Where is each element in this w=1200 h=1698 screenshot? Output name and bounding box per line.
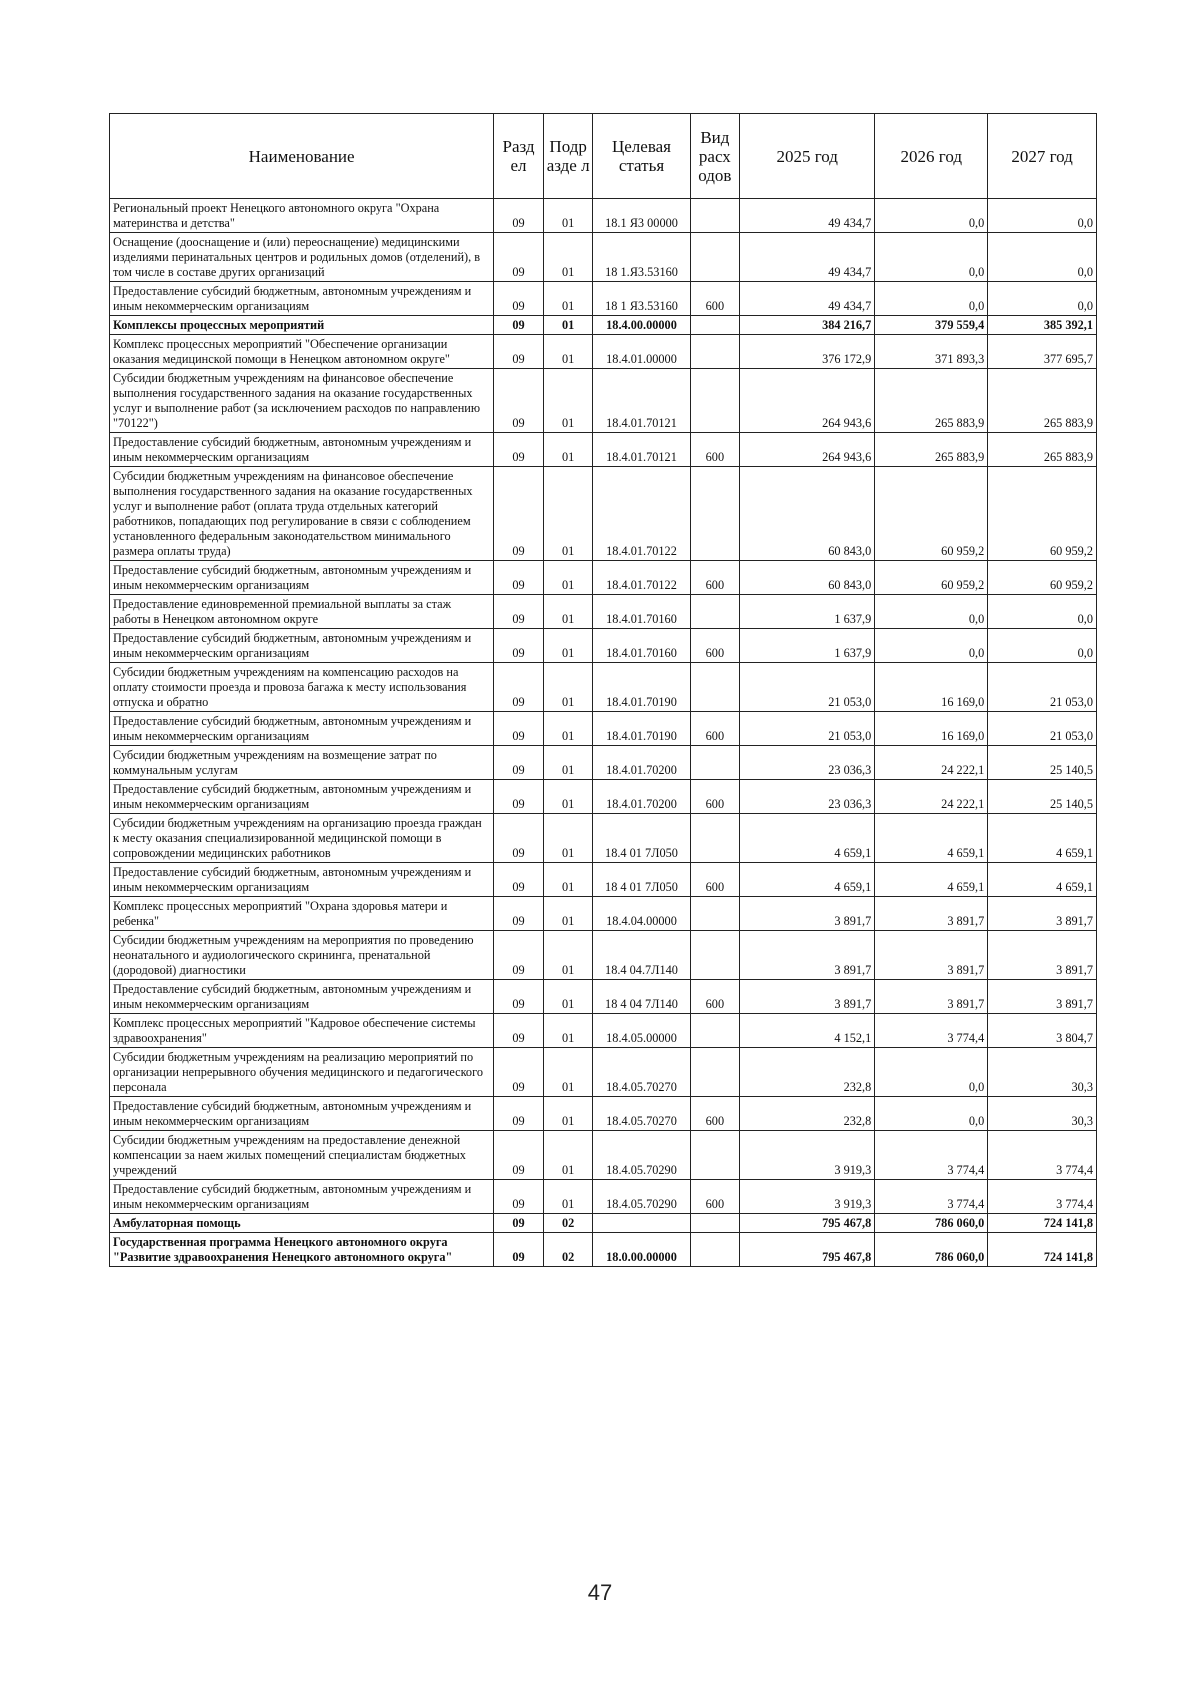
cell-celevaya: 18.4.01.70121 [593,369,690,433]
table-row [110,629,1097,663]
cell-podrazdel: 01 [543,335,593,369]
cell-celevaya [593,1214,690,1233]
cell-y2025: 384 216,7 [740,316,875,335]
cell-vid: 600 [690,863,740,897]
cell-razdel: 09 [494,467,544,561]
cell-razdel: 09 [494,1097,544,1131]
cell-razdel: 09 [494,746,544,780]
cell-celevaya: 18.4.01.70200 [593,746,690,780]
cell-razdel: 09 [494,369,544,433]
cell-name: Субсидии бюджетным учреждениям на финансовое обеспечение выполнения государственного задания на оказание государственных услуг и выполнение работ (за исключением расходов по направлению "70122") [110,369,494,433]
cell-y2025: 4 659,1 [740,814,875,863]
cell-vid: 600 [690,1180,740,1214]
cell-y2026: 3 774,4 [875,1131,988,1180]
cell-razdel: 09 [494,561,544,595]
cell-y2025: 232,8 [740,1048,875,1097]
cell-podrazdel: 01 [543,1097,593,1131]
cell-y2026: 24 222,1 [875,780,988,814]
table-row [110,369,1097,433]
table-row [110,1097,1097,1131]
cell-y2025: 49 434,7 [740,233,875,282]
cell-razdel: 09 [494,1180,544,1214]
cell-vid [690,467,740,561]
cell-podrazdel: 02 [543,1214,593,1233]
cell-podrazdel: 01 [543,467,593,561]
cell-vid [690,897,740,931]
cell-razdel: 09 [494,780,544,814]
cell-y2026: 786 060,0 [875,1233,988,1267]
cell-y2025: 795 467,8 [740,1214,875,1233]
cell-y2026: 3 774,4 [875,1014,988,1048]
cell-y2025: 3 891,7 [740,931,875,980]
cell-y2027: 3 774,4 [988,1131,1097,1180]
cell-podrazdel: 01 [543,595,593,629]
cell-celevaya: 18.4.01.70122 [593,467,690,561]
cell-y2026: 0,0 [875,199,988,233]
cell-y2026: 3 774,4 [875,1180,988,1214]
table-row [110,282,1097,316]
header-2026: 2026 год [875,114,988,199]
cell-celevaya: 18.4.05.70290 [593,1180,690,1214]
header-celevaya: Целевая статья [593,114,690,199]
cell-vid [690,595,740,629]
cell-y2026: 0,0 [875,1097,988,1131]
cell-y2026: 371 893,3 [875,335,988,369]
table-body [110,199,1097,1267]
cell-y2027: 21 053,0 [988,663,1097,712]
table-row [110,316,1097,335]
cell-vid [690,1233,740,1267]
cell-celevaya: 18.0.00.00000 [593,1233,690,1267]
cell-razdel: 09 [494,897,544,931]
cell-razdel: 09 [494,931,544,980]
cell-name: Предоставление субсидий бюджетным, автономным учреждениям и иным некоммерческим организациям [110,780,494,814]
table-row [110,1014,1097,1048]
header-2025: 2025 год [740,114,875,199]
cell-y2027: 3 804,7 [988,1014,1097,1048]
budget-table-container [109,113,1097,1267]
cell-razdel: 09 [494,663,544,712]
cell-vid [690,746,740,780]
cell-y2025: 3 919,3 [740,1131,875,1180]
cell-y2027: 60 959,2 [988,467,1097,561]
cell-celevaya: 18.1 Я3 00000 [593,199,690,233]
cell-podrazdel: 01 [543,1048,593,1097]
cell-name: Предоставление единовременной премиальной выплаты за стаж работы в Ненецком автономном округе [110,595,494,629]
cell-y2027: 3 774,4 [988,1180,1097,1214]
cell-podrazdel: 01 [543,369,593,433]
cell-celevaya: 18.4.05.70290 [593,1131,690,1180]
cell-podrazdel: 02 [543,1233,593,1267]
cell-vid: 600 [690,1097,740,1131]
cell-name: Субсидии бюджетным учреждениям на компенсацию расходов на оплату стоимости проезда и провоза багажа к месту использования отпуска и обратно [110,663,494,712]
table-row [110,897,1097,931]
cell-podrazdel: 01 [543,1014,593,1048]
cell-celevaya: 18.4.01.70190 [593,712,690,746]
cell-celevaya: 18.4.01.70200 [593,780,690,814]
cell-y2025: 232,8 [740,1097,875,1131]
cell-celevaya: 18 4 01 7Л050 [593,863,690,897]
cell-y2025: 1 637,9 [740,629,875,663]
table-row [110,712,1097,746]
cell-y2025: 4 152,1 [740,1014,875,1048]
cell-razdel: 09 [494,595,544,629]
cell-razdel: 09 [494,433,544,467]
header-2027: 2027 год [988,114,1097,199]
cell-y2026: 24 222,1 [875,746,988,780]
cell-podrazdel: 01 [543,233,593,282]
cell-celevaya: 18.4.05.70270 [593,1097,690,1131]
cell-y2025: 23 036,3 [740,746,875,780]
header-vid: Вид расх одов [690,114,740,199]
cell-y2026: 265 883,9 [875,433,988,467]
cell-name: Предоставление субсидий бюджетным, автономным учреждениям и иным некоммерческим организациям [110,1097,494,1131]
cell-y2026: 265 883,9 [875,369,988,433]
cell-vid [690,931,740,980]
cell-y2026: 16 169,0 [875,663,988,712]
cell-podrazdel: 01 [543,1180,593,1214]
cell-celevaya: 18 1 Я3.53160 [593,282,690,316]
cell-podrazdel: 01 [543,863,593,897]
cell-podrazdel: 01 [543,1131,593,1180]
cell-y2025: 21 053,0 [740,712,875,746]
cell-razdel: 09 [494,1233,544,1267]
cell-y2027: 60 959,2 [988,561,1097,595]
cell-y2026: 60 959,2 [875,561,988,595]
cell-y2027: 0,0 [988,282,1097,316]
cell-vid [690,199,740,233]
header-podrazdel: Подр азде л [543,114,593,199]
cell-y2027: 724 141,8 [988,1214,1097,1233]
cell-y2025: 795 467,8 [740,1233,875,1267]
cell-razdel: 09 [494,1131,544,1180]
cell-name: Предоставление субсидий бюджетным, автономным учреждениям и иным некоммерческим организациям [110,980,494,1014]
cell-y2025: 3 891,7 [740,897,875,931]
cell-podrazdel: 01 [543,780,593,814]
cell-razdel: 09 [494,1214,544,1233]
cell-y2025: 21 053,0 [740,663,875,712]
table-row [110,663,1097,712]
cell-podrazdel: 01 [543,629,593,663]
cell-y2027: 265 883,9 [988,433,1097,467]
cell-y2027: 25 140,5 [988,746,1097,780]
cell-vid [690,233,740,282]
cell-name: Субсидии бюджетным учреждениям на реализацию мероприятий по организации непрерывного обучения медицинского и педагогического персонала [110,1048,494,1097]
cell-y2027: 0,0 [988,233,1097,282]
cell-razdel: 09 [494,1014,544,1048]
cell-celevaya: 18.4.01.70121 [593,433,690,467]
cell-y2027: 30,3 [988,1097,1097,1131]
cell-y2027: 25 140,5 [988,780,1097,814]
cell-celevaya: 18.4 04.7Л140 [593,931,690,980]
cell-name: Региональный проект Ненецкого автономного округа "Охрана материнства и детства" [110,199,494,233]
cell-name: Предоставление субсидий бюджетным, автономным учреждениям и иным некоммерческим организациям [110,712,494,746]
cell-y2026: 379 559,4 [875,316,988,335]
cell-name: Субсидии бюджетным учреждениям на финансовое обеспечение выполнения государственного задания на оказание государственных услуг и выполнение работ (оплата труда отдельных категорий работников, попадающих под регулирование в связи с соблюдением установленного федеральным законодательством минимального размера оплаты труда) [110,467,494,561]
cell-razdel: 09 [494,199,544,233]
cell-name: Комплекс процессных мероприятий "Кадровое обеспечение системы здравоохранения" [110,1014,494,1048]
cell-vid: 600 [690,433,740,467]
table-row [110,561,1097,595]
cell-razdel: 09 [494,335,544,369]
cell-name: Комплекс процессных мероприятий "Охрана здоровья матери и ребенка" [110,897,494,931]
table-row [110,1214,1097,1233]
cell-y2027: 0,0 [988,595,1097,629]
cell-podrazdel: 01 [543,561,593,595]
cell-celevaya: 18.4 01 7Л050 [593,814,690,863]
cell-vid [690,335,740,369]
table-row [110,1048,1097,1097]
cell-name: Предоставление субсидий бюджетным, автономным учреждениям и иным некоммерческим организациям [110,433,494,467]
cell-name: Предоставление субсидий бюджетным, автономным учреждениям и иным некоммерческим организациям [110,629,494,663]
cell-name: Предоставление субсидий бюджетным, автономным учреждениям и иным некоммерческим организациям [110,561,494,595]
cell-y2026: 0,0 [875,629,988,663]
cell-name: Оснащение (дооснащение и (или) переоснащение) медицинскими изделиями перинатальных центров и родильных домов (отделений), в том числе в составе других организаций [110,233,494,282]
table-row [110,931,1097,980]
cell-vid [690,316,740,335]
page-number: 47 [587,1580,613,1605]
cell-razdel: 09 [494,282,544,316]
cell-podrazdel: 01 [543,199,593,233]
cell-y2027: 30,3 [988,1048,1097,1097]
table-row [110,863,1097,897]
cell-y2025: 376 172,9 [740,335,875,369]
cell-vid: 600 [690,629,740,663]
cell-y2026: 3 891,7 [875,897,988,931]
cell-y2026: 0,0 [875,595,988,629]
cell-y2027: 724 141,8 [988,1233,1097,1267]
cell-y2025: 3 919,3 [740,1180,875,1214]
cell-y2026: 3 891,7 [875,980,988,1014]
cell-y2027: 0,0 [988,199,1097,233]
cell-y2027: 265 883,9 [988,369,1097,433]
table-row [110,980,1097,1014]
cell-y2025: 60 843,0 [740,561,875,595]
cell-name: Предоставление субсидий бюджетным, автономным учреждениям и иным некоммерческим организациям [110,1180,494,1214]
table-row [110,233,1097,282]
cell-celevaya: 18.4.01.70122 [593,561,690,595]
cell-y2027: 4 659,1 [988,863,1097,897]
cell-y2027: 21 053,0 [988,712,1097,746]
cell-podrazdel: 01 [543,931,593,980]
cell-y2025: 60 843,0 [740,467,875,561]
cell-razdel: 09 [494,814,544,863]
cell-podrazdel: 01 [543,814,593,863]
table-row [110,814,1097,863]
cell-celevaya: 18 4 04 7Л140 [593,980,690,1014]
cell-name: Амбулаторная помощь [110,1214,494,1233]
cell-razdel: 09 [494,1048,544,1097]
cell-celevaya: 18.4.01.70190 [593,663,690,712]
table-row [110,1233,1097,1267]
cell-y2027: 0,0 [988,629,1097,663]
cell-celevaya: 18.4.01.70160 [593,629,690,663]
cell-y2026: 60 959,2 [875,467,988,561]
cell-y2025: 1 637,9 [740,595,875,629]
cell-y2027: 3 891,7 [988,931,1097,980]
cell-name: Субсидии бюджетным учреждениям на возмещение затрат по коммунальным услугам [110,746,494,780]
cell-celevaya: 18.4.05.70270 [593,1048,690,1097]
cell-vid [690,1131,740,1180]
table-row [110,1131,1097,1180]
cell-podrazdel: 01 [543,746,593,780]
cell-name: Государственная программа Ненецкого автономного округа "Развитие здравоохранения Ненецкого автономного округа" [110,1233,494,1267]
cell-y2025: 3 891,7 [740,980,875,1014]
table-row [110,467,1097,561]
cell-podrazdel: 01 [543,433,593,467]
cell-y2026: 0,0 [875,233,988,282]
cell-y2025: 264 943,6 [740,369,875,433]
cell-y2025: 49 434,7 [740,282,875,316]
cell-razdel: 09 [494,863,544,897]
cell-y2026: 786 060,0 [875,1214,988,1233]
cell-celevaya: 18.4.01.00000 [593,335,690,369]
cell-celevaya: 18 1.Я3.53160 [593,233,690,282]
cell-podrazdel: 01 [543,980,593,1014]
cell-razdel: 09 [494,712,544,746]
cell-vid [690,369,740,433]
cell-name: Субсидии бюджетным учреждениям на организацию проезда граждан к месту оказания специализированной медицинской помощи в сопровождении медицинских работников [110,814,494,863]
cell-vid: 600 [690,561,740,595]
cell-y2025: 264 943,6 [740,433,875,467]
cell-y2027: 3 891,7 [988,897,1097,931]
cell-vid [690,1048,740,1097]
cell-y2027: 4 659,1 [988,814,1097,863]
cell-podrazdel: 01 [543,282,593,316]
cell-celevaya: 18.4.05.00000 [593,1014,690,1048]
cell-name: Комплексы процессных мероприятий [110,316,494,335]
cell-y2027: 3 891,7 [988,980,1097,1014]
budget-table [109,113,1097,1267]
cell-podrazdel: 01 [543,316,593,335]
cell-vid [690,663,740,712]
cell-podrazdel: 01 [543,712,593,746]
cell-name: Субсидии бюджетным учреждениям на мероприятия по проведению неонатального и аудиологического скрининга, пренатальной (дородовой) диагностики [110,931,494,980]
cell-y2025: 49 434,7 [740,199,875,233]
cell-y2026: 0,0 [875,282,988,316]
cell-vid: 600 [690,712,740,746]
cell-podrazdel: 01 [543,897,593,931]
table-header-row [110,114,1097,199]
cell-vid [690,1214,740,1233]
cell-razdel: 09 [494,980,544,1014]
cell-celevaya: 18.4.01.70160 [593,595,690,629]
cell-y2025: 4 659,1 [740,863,875,897]
cell-vid [690,814,740,863]
table-row [110,433,1097,467]
cell-vid: 600 [690,980,740,1014]
cell-y2026: 0,0 [875,1048,988,1097]
cell-y2027: 377 695,7 [988,335,1097,369]
cell-razdel: 09 [494,233,544,282]
header-razdel: Разд ел [494,114,544,199]
table-row [110,335,1097,369]
cell-celevaya: 18.4.00.00000 [593,316,690,335]
cell-y2026: 4 659,1 [875,814,988,863]
table-row [110,199,1097,233]
cell-celevaya: 18.4.04.00000 [593,897,690,931]
cell-name: Субсидии бюджетным учреждениям на предоставление денежной компенсации за наем жилых помещений специалистам бюджетных учреждений [110,1131,494,1180]
table-row [110,780,1097,814]
header-name: Наименование [110,114,494,199]
cell-razdel: 09 [494,316,544,335]
cell-y2026: 4 659,1 [875,863,988,897]
cell-razdel: 09 [494,629,544,663]
cell-y2025: 23 036,3 [740,780,875,814]
table-row [110,746,1097,780]
cell-vid: 600 [690,282,740,316]
cell-y2026: 3 891,7 [875,931,988,980]
cell-name: Предоставление субсидий бюджетным, автономным учреждениям и иным некоммерческим организациям [110,863,494,897]
cell-vid: 600 [690,780,740,814]
cell-podrazdel: 01 [543,663,593,712]
cell-y2027: 385 392,1 [988,316,1097,335]
cell-name: Предоставление субсидий бюджетным, автономным учреждениям и иным некоммерческим организациям [110,282,494,316]
cell-y2026: 16 169,0 [875,712,988,746]
cell-vid [690,1014,740,1048]
cell-name: Комплекс процессных мероприятий "Обеспечение организации оказания медицинской помощи в Ненецком автономном округе" [110,335,494,369]
table-row [110,595,1097,629]
table-row [110,1180,1097,1214]
